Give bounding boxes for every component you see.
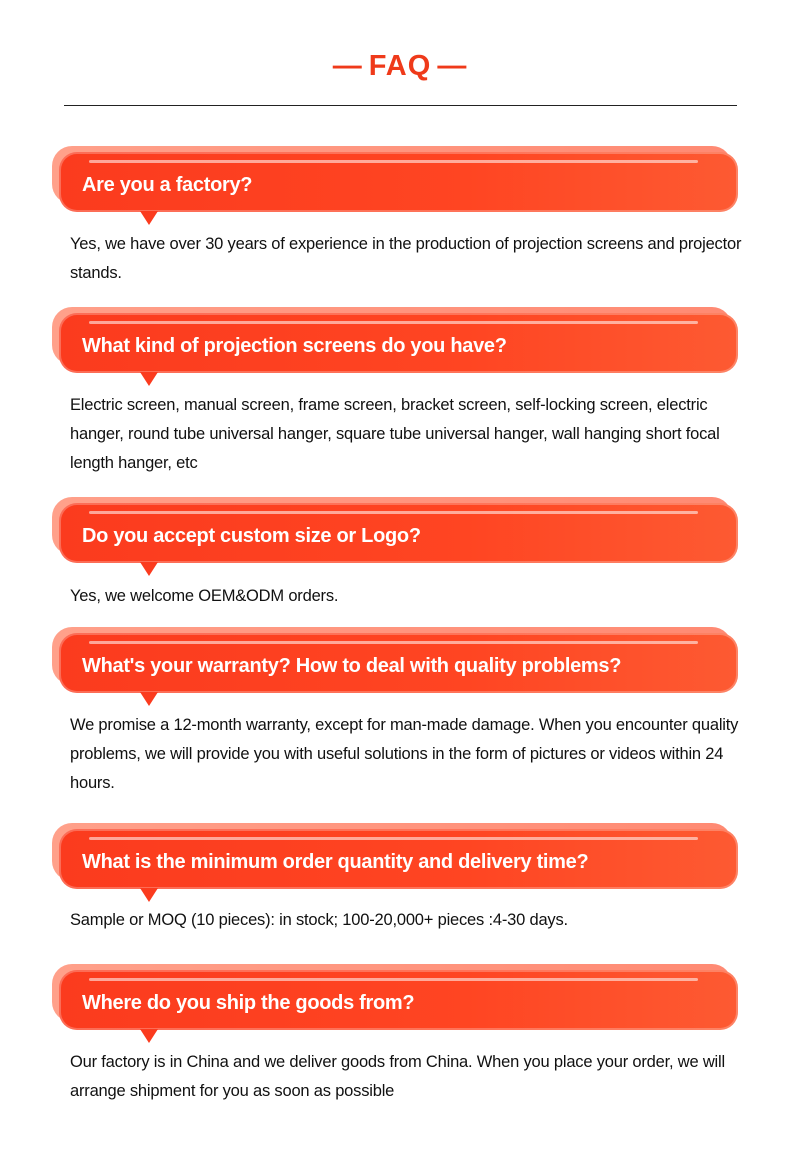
answer-text: Yes, we have over 30 years of experience in the production of projection screens and projector stands. bbox=[70, 235, 742, 282]
question-text: Where do you ship the goods from? bbox=[82, 991, 415, 1014]
answer-text: We promise a 12-month warranty, except for man-made damage. When you encounter quality problems, we will provide you with useful solutions in the form of pictures or videos within 24 hours. bbox=[70, 716, 739, 792]
bubble-tail bbox=[140, 692, 158, 706]
bubble-tail bbox=[140, 372, 158, 386]
question-text: Are you a factory? bbox=[82, 173, 253, 196]
faq-item-screens bbox=[52, 307, 742, 373]
bubble-tail bbox=[140, 562, 158, 576]
answer-text: Sample or MOQ (10 pieces): in stock; 100-20,000+ pieces :4-30 days. bbox=[70, 911, 568, 929]
faq-item-warranty bbox=[52, 627, 742, 693]
faq-item-custom bbox=[52, 497, 742, 563]
faq-item-moq bbox=[52, 823, 742, 889]
answer-text: Electric screen, manual screen, frame screen, bracket screen, self-locking screen, electric hanger, round tube universal hanger, square tube universal hanger, wall hanging short focal length hanger, etc bbox=[70, 396, 720, 472]
answer-text: Yes, we welcome OEM&ODM orders. bbox=[70, 587, 339, 605]
question-bubble bbox=[52, 497, 738, 563]
answer-text: Our factory is in China and we deliver goods from China. When you place your order, we will arrange shipment for you as soon as possible bbox=[70, 1053, 725, 1100]
question-bubble bbox=[52, 823, 738, 889]
bubble-tail bbox=[140, 888, 158, 902]
header-divider bbox=[64, 105, 737, 106]
question-text: What kind of projection screens do you have? bbox=[82, 334, 507, 357]
question-text: What's your warranty? How to deal with quality problems? bbox=[82, 654, 622, 677]
question-text: Do you accept custom size or Logo? bbox=[82, 524, 421, 547]
question-bubble bbox=[52, 146, 738, 212]
bubble-tail bbox=[140, 211, 158, 225]
question-bubble bbox=[52, 964, 738, 1030]
faq-item-shipping bbox=[52, 964, 742, 1030]
faq-item-factory bbox=[52, 146, 742, 212]
title-dash-right: — bbox=[437, 50, 468, 82]
question-text: What is the minimum order quantity and delivery time? bbox=[82, 850, 589, 873]
title-dash-left: — bbox=[332, 50, 363, 82]
bubble-tail bbox=[140, 1029, 158, 1043]
page-title bbox=[327, 50, 474, 83]
title-text: FAQ bbox=[368, 50, 432, 82]
question-bubble bbox=[52, 627, 738, 693]
faq-header bbox=[0, 50, 800, 83]
question-bubble bbox=[52, 307, 738, 373]
